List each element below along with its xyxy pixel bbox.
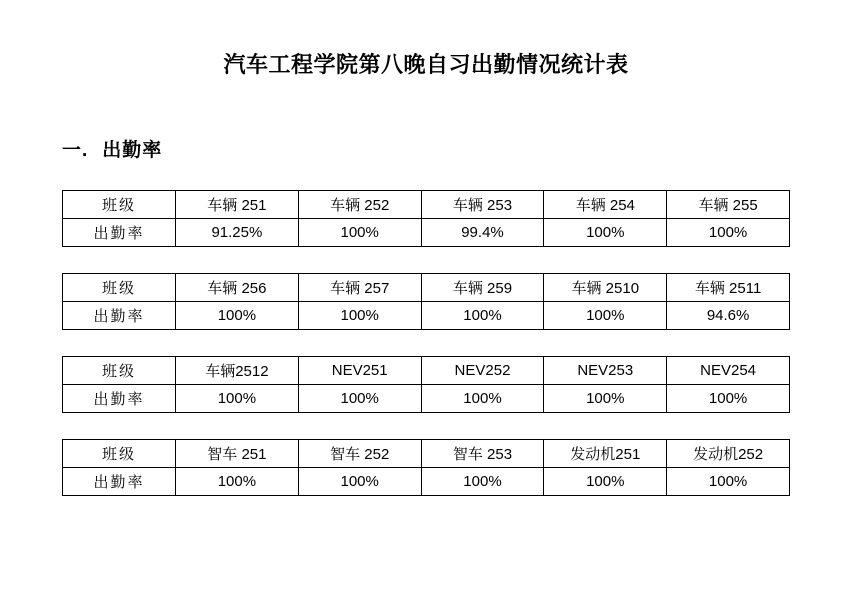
class-cell: NEV254 — [667, 357, 790, 385]
class-cell: 车辆 256 — [176, 274, 299, 302]
section-heading — [62, 135, 852, 162]
rate-cell: 100% — [421, 385, 544, 413]
rate-cell: 100% — [667, 219, 790, 247]
class-cell: 发动机252 — [667, 440, 790, 468]
class-cell: 发动机251 — [544, 440, 667, 468]
row-label-class: 班级 — [63, 440, 176, 468]
row-label-rate: 出勤率 — [63, 302, 176, 330]
table-row — [63, 191, 790, 219]
class-cell: 车辆 254 — [544, 191, 667, 219]
class-cell: 智车 253 — [421, 440, 544, 468]
rate-cell: 100% — [176, 302, 299, 330]
attendance-tables — [62, 190, 852, 496]
rate-cell: 94.6% — [667, 302, 790, 330]
rate-cell: 100% — [298, 302, 421, 330]
rate-cell: 99.4% — [421, 219, 544, 247]
table-row — [63, 385, 790, 413]
class-cell: 车辆2512 — [176, 357, 299, 385]
rate-cell: 100% — [667, 468, 790, 496]
table-row — [63, 468, 790, 496]
attendance-table-3 — [62, 356, 790, 413]
class-cell: 车辆 252 — [298, 191, 421, 219]
class-cell: NEV252 — [421, 357, 544, 385]
attendance-table-1 — [62, 190, 790, 247]
rate-cell: 100% — [298, 385, 421, 413]
row-label-rate: 出勤率 — [63, 385, 176, 413]
rate-cell: 100% — [544, 385, 667, 413]
row-label-rate: 出勤率 — [63, 219, 176, 247]
rate-cell: 100% — [544, 302, 667, 330]
rate-cell: 100% — [298, 219, 421, 247]
class-cell: 车辆 257 — [298, 274, 421, 302]
class-cell: 车辆 2510 — [544, 274, 667, 302]
table-row — [63, 440, 790, 468]
page-title: 汽车工程学院第八晚自习出勤情况统计表 — [223, 52, 629, 77]
attendance-table-2 — [62, 273, 790, 330]
class-cell: 智车 252 — [298, 440, 421, 468]
table-row — [63, 274, 790, 302]
table-row — [63, 302, 790, 330]
row-label-class: 班级 — [63, 357, 176, 385]
table-row — [63, 357, 790, 385]
class-cell: NEV251 — [298, 357, 421, 385]
class-cell: NEV253 — [544, 357, 667, 385]
rate-cell: 100% — [667, 385, 790, 413]
rate-cell: 100% — [421, 468, 544, 496]
rate-cell: 100% — [298, 468, 421, 496]
section-label: 出勤率 — [102, 140, 163, 161]
rate-cell: 100% — [176, 468, 299, 496]
row-label-class: 班级 — [63, 191, 176, 219]
class-cell: 车辆 253 — [421, 191, 544, 219]
table-row — [63, 219, 790, 247]
rate-cell: 100% — [176, 385, 299, 413]
class-cell: 车辆 259 — [421, 274, 544, 302]
rate-cell: 100% — [421, 302, 544, 330]
attendance-table-4 — [62, 439, 790, 496]
class-cell: 车辆 255 — [667, 191, 790, 219]
class-cell: 车辆 251 — [176, 191, 299, 219]
row-label-class: 班级 — [63, 274, 176, 302]
class-cell: 智车 251 — [176, 440, 299, 468]
rate-cell: 100% — [544, 468, 667, 496]
document-page — [0, 48, 852, 608]
rate-cell: 100% — [544, 219, 667, 247]
section-number: 一. — [62, 140, 89, 161]
rate-cell: 91.25% — [176, 219, 299, 247]
class-cell: 车辆 2511 — [667, 274, 790, 302]
row-label-rate: 出勤率 — [63, 468, 176, 496]
